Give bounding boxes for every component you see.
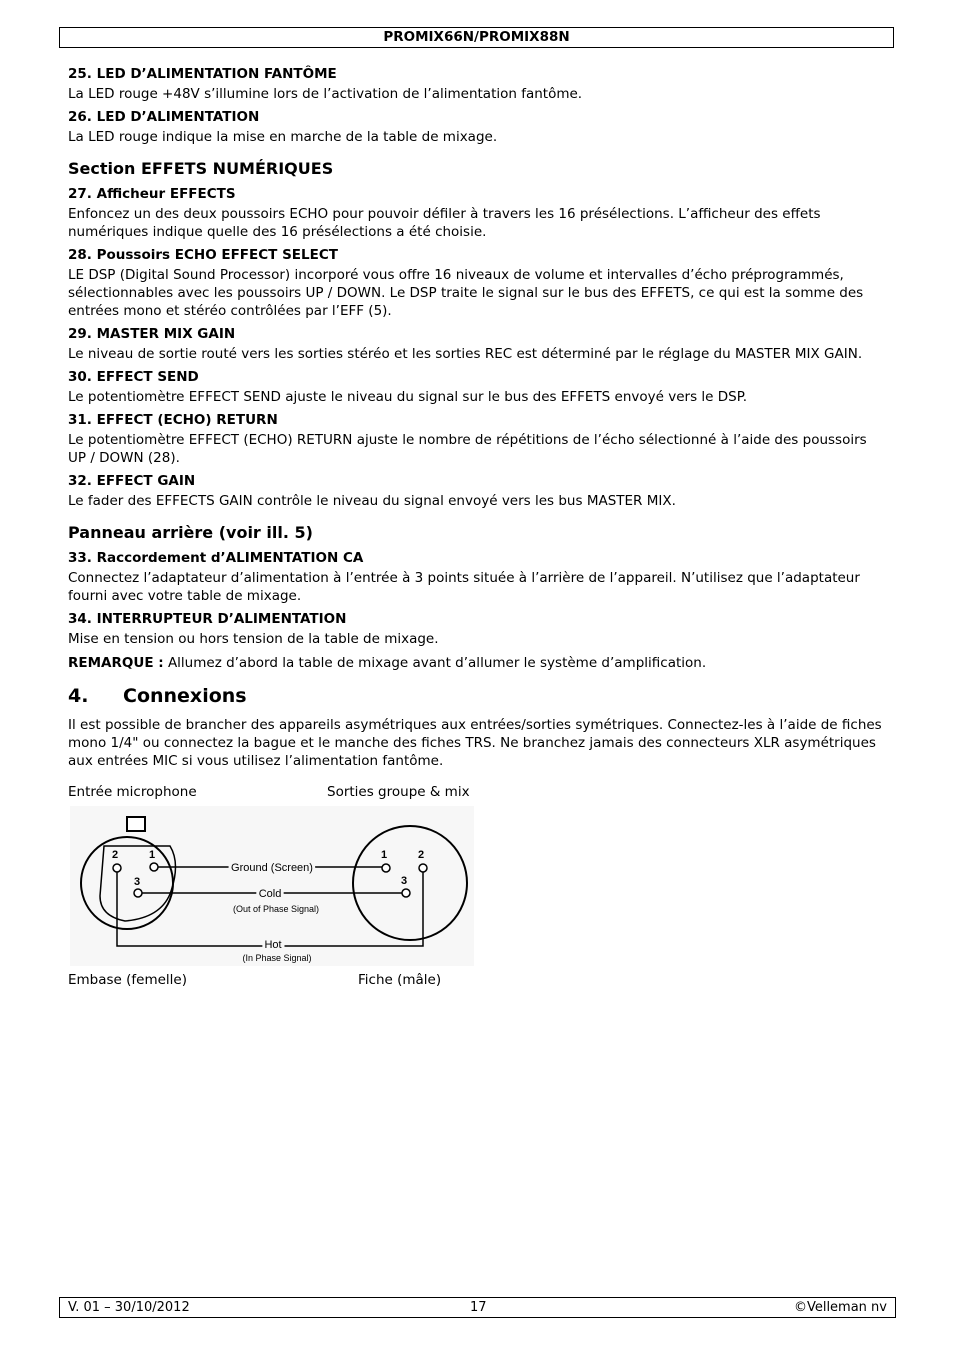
section-34-text: Mise en tension ou hors tension de la table de mixage. — [68, 631, 439, 647]
ground-label: Ground (Screen) — [231, 862, 313, 874]
male-pin-1 — [382, 864, 390, 872]
section-25-text: La LED rouge +48V s’illumine lors de l’activation de l’alimentation fantôme. — [68, 86, 583, 102]
section-31-text: Le potentiomètre EFFECT (ECHO) RETURN ajuste le nombre de répétitions de l’écho sélectionné à l’aide des poussoirs UP / DOWN (28). — [68, 432, 867, 466]
male-pin-2-label: 2 — [418, 849, 425, 861]
section-32-heading: 32. EFFECT GAIN — [68, 473, 196, 489]
connections-text: Il est possible de brancher des appareils asymétriques aux entrées/sorties symétriques. Connectez-les à l’aide de fiches mono 1/4" ou connectez la bague et le manche des fiches TRS. Ne branchez jamais des connecteurs XLR asymétriques aux entrées MIC si vous utilisez l’alimentation fantôme. — [68, 717, 882, 769]
female-pin-3 — [134, 889, 142, 897]
figure-bottom-labels — [68, 972, 888, 992]
female-pin-3-label: 3 — [134, 876, 141, 888]
section-31-heading: 31. EFFECT (ECHO) RETURN — [68, 412, 278, 428]
female-pin-2 — [113, 864, 121, 872]
male-pin-3-label: 3 — [401, 875, 408, 887]
group-mix-output-label: Sorties groupe & mix — [327, 784, 470, 800]
female-pin-1 — [150, 863, 158, 871]
effects-section-title: Section EFFETS NUMÉRIQUES — [68, 159, 334, 178]
page-header — [59, 27, 894, 48]
connections-heading — [68, 684, 888, 708]
section-28-text: LE DSP (Digital Sound Processor) incorporé vous offre 16 niveaux de volume et intervalles d’écho préprogrammés, sélectionnables avec les poussoirs UP / DOWN. Le DSP traite le signal sur le bus des EFFETS, ce qui est la somme des entrées mono et stéréo contrôlées par l’EFF (5). — [68, 267, 864, 319]
document-body — [68, 66, 888, 992]
hot-label: Hot — [264, 939, 282, 951]
xlr-wiring-diagram — [70, 806, 474, 966]
footer-version: V. 01 – 30/10/2012 — [68, 1300, 190, 1315]
male-pin-1-label: 1 — [381, 849, 388, 861]
cold-sublabel: (Out of Phase Signal) — [232, 904, 320, 914]
section-27-text: Enfoncez un des deux poussoirs ECHO pour pouvoir défiler à travers les 16 présélections. L’afficheur des effets numériques indique quelle des 16 présélections a été choisie. — [68, 206, 821, 240]
header-title: PROMIX66N/PROMIX88N — [383, 29, 570, 45]
page-footer — [59, 1297, 896, 1318]
section-30-heading: 30. EFFECT SEND — [68, 369, 199, 385]
female-pin-1-label: 1 — [149, 849, 156, 861]
note-text: Allumez d’abord la table de mixage avant d’allumer le système d’amplification. — [163, 655, 707, 671]
section-34-heading: 34. INTERRUPTEUR D’ALIMENTATION — [68, 611, 347, 627]
section-27-heading: 27. Afficheur EFFECTS — [68, 186, 236, 202]
hot-sublabel: (In Phase Signal) — [242, 953, 312, 963]
section-29-text: Le niveau de sortie routé vers les sorties stéréo et les sorties REC est déterminé par le réglage du MASTER MIX GAIN. — [68, 346, 863, 362]
section-26-text: La LED rouge indique la mise en marche de la table de mixage. — [68, 129, 498, 145]
figure-top-labels — [68, 784, 888, 804]
section-33-heading: 33. Raccordement d’ALIMENTATION CA — [68, 550, 364, 566]
cold-label: Cold — [258, 888, 282, 900]
connections-title: Connexions — [123, 685, 247, 707]
section-29-heading: 29. MASTER MIX GAIN — [68, 326, 236, 342]
female-pin-2-label: 2 — [112, 849, 119, 861]
note-paragraph — [68, 654, 888, 672]
male-pin-3 — [402, 889, 410, 897]
section-25-heading: 25. LED D’ALIMENTATION FANTÔME — [68, 66, 337, 82]
footer-copyright: ©Velleman nv — [793, 1300, 887, 1315]
section-28-heading: 28. Poussoirs ECHO EFFECT SELECT — [68, 247, 338, 263]
male-plug-label: Fiche (mâle) — [358, 972, 442, 988]
connections-number: 4. — [68, 685, 89, 707]
mic-input-label: Entrée microphone — [68, 784, 197, 800]
section-26-heading: 26. LED D’ALIMENTATION — [68, 109, 260, 125]
rear-panel-title: Panneau arrière (voir ill. 5) — [68, 523, 313, 542]
section-33-text: Connectez l’adaptateur d’alimentation à l’entrée à 3 points située à l’arrière de l’appareil. N’utilisez que l’adaptateur fourni avec votre table de mixage. — [68, 570, 860, 604]
male-pin-2 — [419, 864, 427, 872]
female-socket-label: Embase (femelle) — [68, 972, 188, 988]
section-32-text: Le fader des EFFECTS GAIN contrôle le niveau du signal envoyé vers les bus MASTER MIX. — [68, 493, 676, 509]
section-30-text: Le potentiomètre EFFECT SEND ajuste le niveau du signal sur le bus des EFFETS envoyé vers le DSP. — [68, 389, 748, 405]
note-label: REMARQUE : — [68, 655, 164, 671]
footer-page-number: 17 — [470, 1300, 487, 1315]
